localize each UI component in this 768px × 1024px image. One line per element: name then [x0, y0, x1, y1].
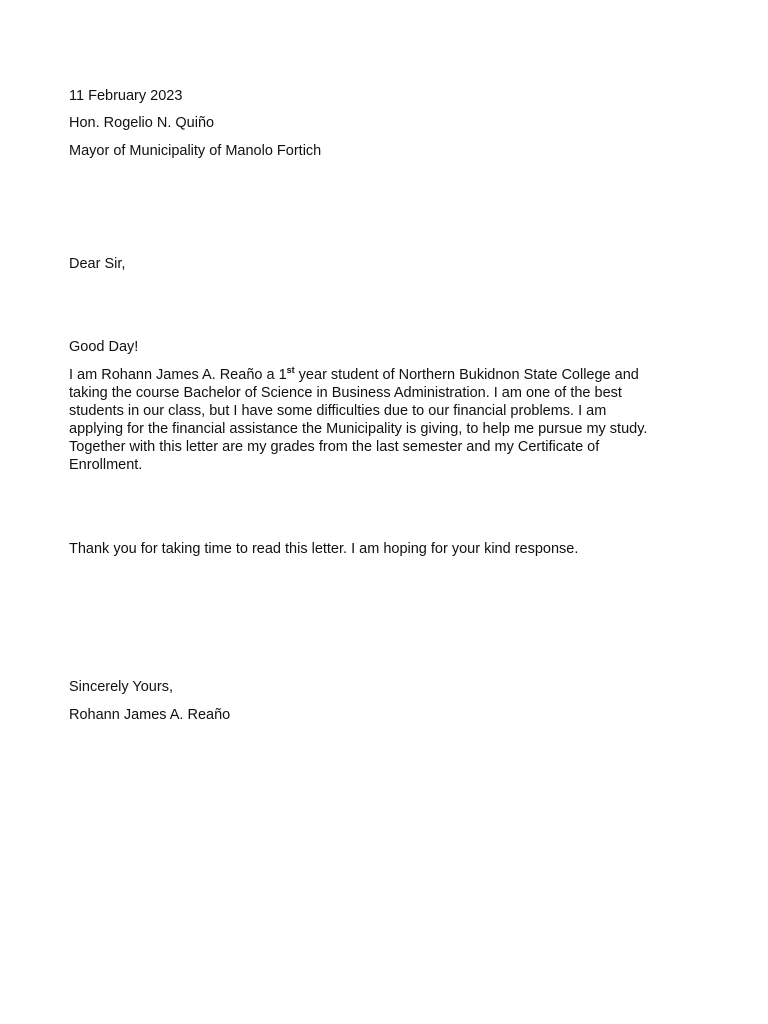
body-line-1 — [69, 366, 699, 384]
signature-name: Rohann James A. Reaño — [69, 707, 231, 723]
letter-date: 11 February 2023 — [69, 88, 183, 104]
ordinal-suffix: st — [286, 365, 295, 375]
greeting: Good Day! — [69, 339, 139, 355]
body-line-1-start: I am Rohann James A. Reaño a 1 — [69, 367, 287, 383]
body-line-3: students in our class, but I have some difficulties due to our financial problems. I am — [69, 403, 607, 419]
body-line-5: Together with this letter are my grades from the last semester and my Certificate of — [69, 439, 600, 455]
salutation: Dear Sir, — [69, 256, 126, 272]
body-line-6: Enrollment. — [69, 457, 143, 473]
closing: Sincerely Yours, — [69, 679, 173, 695]
body-line-2: taking the course Bachelor of Science in Business Administration. I am one of the best — [69, 385, 622, 401]
body-paragraph — [69, 366, 699, 474]
body-line-1-end: year student of Northern Bukidnon State College and — [294, 367, 639, 383]
thanks-line: Thank you for taking time to read this letter. I am hoping for your kind response. — [69, 541, 579, 557]
recipient-title: Mayor of Municipality of Manolo Fortich — [69, 143, 322, 159]
body-line-4: applying for the financial assistance the Municipality is giving, to help me pursue my study. — [69, 421, 648, 437]
recipient-name: Hon. Rogelio N. Quiño — [69, 115, 215, 131]
